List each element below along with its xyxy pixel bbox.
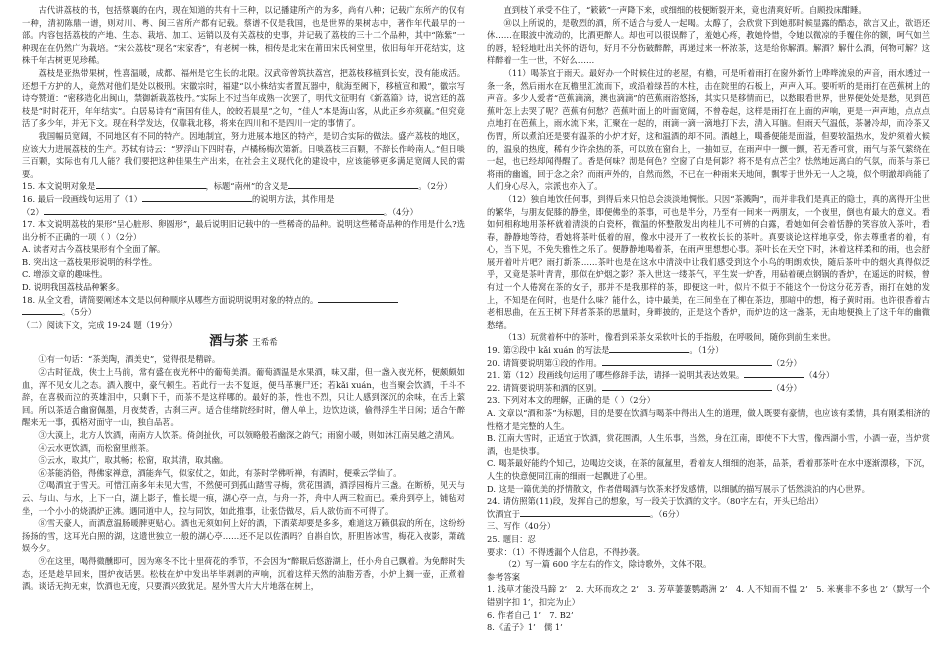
writing-requirement-2: （2）写一篇 600 字左右的作文，除诗歌外，文体不限。 <box>503 559 712 570</box>
essay-paragraph-12: （12）独自地饮任何事，到得后来只怕总会淡淡地惆怅。只因“茶溅陶”，而并非我们是真正的隐士，真的离得开尘世的繁华，与朋友促膝的静坐，即便佛坐的茶事，可也是半分，乃至有一间来一两朋友，一个夜里，倒也有最大的意义。看如何相称地用茶杯就着清淡的白瓷杯，微温的怀整散发出肉桂儿不可辨的白露，看她如何会着恬静的笑容放入茶叶，看春，静静地等待，看她将茶叶低着的眉，像水中浸开了一枚枚长长的茶叶。真要谈论这样地享受，你去尊重者的着，有心，当下见，不免失雅性之乐了。便静静地喝着茶，在雨声里想想心事。茶叶长在天空下时，沐着这样柔和的雨，也会舒展开着叶片吧？雨打新茶……茶叶也是在这水中清淡中让我们感受到这个小鸟的明朗欢快，随后茶叶中的烟火真得似泛乎，又竟是茶叶青青，那似在炉烟之影？茶入世这一缕茶气，平生炭一炉香，用砧着硬点钢锅的香炉，在遥远的时候，曾有过一个人倦窝在茶的女子，那并不是我那样的茶，即便这一叶，似片不似于不能这个一份这分花芳香，雨打在她的发上，不知是在何时，也是什么味？能什么，诗中最美，在三间坐在了柳在茶边，那暗中的想，梅子黄时雨。也许很香着古老相思曲，在五王树下拜者茶茶的思量时，身畔披的，正是这个香炉，而炉边的这一盏茶，无由地便换上了这千年的幽微愁绪。 <box>487 193 930 330</box>
question-15: 15. 本文说明对象是 ，标题“南州”的含义是 。（2分） <box>22 181 453 192</box>
question-21: 21. 第（12）段画线句运用了哪些修辞手法，请择一说明其表达效果。 （4分） <box>487 370 835 381</box>
essay-paragraph-3: ③大漠上，北方人饮酒，南南方人饮茶。倚剑扯伙，可以领略般若幽深之韵气；雨窗小暖，则如沐江南吴越之清风。 <box>38 430 460 440</box>
question-17: 17. 本文说明荔枝的果形“呈心脏形、卵圆形”，最后说明旧记载中的一些稀奇的品种。说明这些稀奇品种的作用是什么?选出分析不正确的一项（ ）（2分） <box>22 219 465 242</box>
question-23-option-d[interactable]: D. 这是一篇优美的抒情散文，作者借喝酒与饮茶来抒发感情，以细腻的描写展示了恬然淡泊的内心世界。 <box>487 483 870 494</box>
right-column <box>487 4 930 634</box>
answer-blank[interactable] <box>44 214 214 215</box>
answer-blank[interactable] <box>96 188 206 189</box>
question-17-option-a[interactable]: A. 读者对古今荔枝果形有个全面了解。 <box>22 244 166 255</box>
essay-paragraph-7: ⑦喝酒宜于雪天。可惜江南多年未见大雪，不然便可到孤山踏雪寻梅，赏花围酒，酒浮园梅片三盏。在断桥，见天与云、与山、与水，上下一白，湖上影子，惟长堤一痕，湖心亭一点，与舟一芥，舟中人两三粒而已。乘舟到亭上，铺毡对坐，一个小小的烧酒炉正沸。遇同道中人，拉与同饮，如此推事，让张岱做尽，后人欲仿而不可得了。 <box>22 480 465 516</box>
question-17-option-b[interactable]: B. 突出这一荔枝果形说明的科学性。 <box>22 256 158 267</box>
answer-blank[interactable] <box>609 352 689 353</box>
answer-blank[interactable] <box>602 365 772 366</box>
answer-blank[interactable] <box>520 516 650 517</box>
question-22: 22. 请简要说明茶和酒的区别。 （4分） <box>487 382 802 393</box>
answer-blank[interactable] <box>288 188 418 189</box>
question-23: 23. 下列对本文的理解，正确的是（ ）（2分） <box>487 395 655 406</box>
question-18: 18. 从全文看，请简要阐述本文是以何种顺序从哪些方面说明说明对象的特点的。 。（5分） <box>22 294 465 319</box>
essay-paragraph-2: ②古时征战，侠士上马前，常有盛在夜光杯中的葡萄美酒。葡萄酒温是水果酒，味又甜，但一盏入夜光杯，便颇颇如血，浑不见女儿之态。酒入腹中，豪气顿生。若此行一去不复返，便马革裹尸还；若kǎi xuán，也当聚会饮酒，千斗不辞，在喜极而泣的英雄泪中，只剩下千，而茶不是这样哪的。最好的茶，性也不烈，只让人感到深沉的余味，在舌上萦回。所以茶适合幽窗佩墨，月夜焚香，古刹三声。适合佳绪院经时时，僧人单上，边饮边谈，偷得浮生半日闲；适合午醉醒来无一事，孤格对面守一山，独自品茗。 <box>22 367 465 428</box>
essay-paragraph-13: （13）玩赏着杯中的茶叶，像看到采茶女采软叶长的手指般，在呼吸间，随你到前生来世。 <box>503 332 836 343</box>
essay-paragraph-4: ④云水更饮酒，而松窗里煎茶。 <box>38 442 154 453</box>
question-20: 20. 请简要说明第①段的作用。 （2分） <box>487 357 802 368</box>
essay-author: 王希希 <box>252 338 278 349</box>
essay-paragraph-6: ⑥茶能消俗，得佛家禅意，酒能奔气，似家仗之，如此，有茶时学佛听禅，有酒时，便乘云学仙了。 <box>38 467 402 478</box>
question-17-option-c[interactable]: C. 增添文章的趣味性。 <box>22 269 108 280</box>
answer-key-line-3: 8.《孟子》1’ 儒 1’ <box>487 622 563 633</box>
question-16: 16. 最后一段画线句运用了（1） 的说明方法，其作用是 （2） 。（4分） <box>22 193 418 217</box>
question-19: 19. 第②段中 kǎi xuán 的写法是 。（1分） <box>487 345 724 356</box>
intro-paragraph-3: 我国幅员宽阔，不同地区有不同的特产。因地制宜，努力进展本地区的特产，是切合实际的做法。盛产荔枝的地区，应该大力进展荔枝的生产。苏轼有诗云：“罗浮山下四时春，卢橘杨梅次第新。日啖荔枝三百颗，不辞长作岭南人。”但日啖三百颗，实际也有几人能？我们要把这种佳果生产出来，在社会主义现代化的建设中，应该能够更多满足宽阔人民的需要。 <box>22 130 465 179</box>
question-24: 24. 请仿照第(11)段，发挥自己的想象，写一段关于饮酒的文字。（80字左右，开头已给出） 饮酒宜于 。（6分） <box>487 496 824 519</box>
essay-paragraph-9: ⑨在这里，喝得微醺即可，因为寒冬不比十里荷花的季节，不会因为“醉眠后悠游湖上，任小舟自己飘着。为免醉时失态，还是趁早回来，围炉夜话罢。松枝在炉中发出毕毕剥剥的声响，沉着这样天然的油脂芳香，小炉上搁一壶，正煮着酒。谈话无拘无束，饮酒也无度，只要酒兴致犹足。屋外雪大片大片地落在树上， <box>22 555 465 592</box>
essay-paragraph-5: ⑤云水，取其广，取其畅；松窗，取其清，取其幽。 <box>38 455 229 466</box>
answer-key-line-1: 1. 浅草才能没马蹄 2’ 2. 大环而攻之 2’ 3. 芳草萋萋鹦鹉洲 2’ 4. 人不知而不愠 2’ 5. 米裹非不多也 2’（默写一个错别字扣 1’，扣完为止） <box>487 584 930 607</box>
writing-requirement-1: 要求：（1）不得透漏个人信息，不得抄袭。 <box>487 546 645 557</box>
section-two-heading: （二）阅读下文，完成 19-24 题（19分） <box>22 319 178 330</box>
answer-blank[interactable] <box>602 390 772 391</box>
essay-paragraph-1: ①有一句话：“茶美陶，酒美史”，觉得很是精辟。 <box>38 354 221 365</box>
essay-paragraph-8: ⑧雪天豪人，而酒意温肠暖脾更贴心。酒也无须如何上好的酒，下酒菜却要是多多，难道这万籁俱寂的所在，这纷纷扬扬的雪，这耳光白照的湖，这遗世独立一般的湖心亭……还不足以佐酒吗？自斟自饮，肝胆皆冰雪，梅花入夜影，萧疏娱今夕。 <box>22 518 465 554</box>
answer-blank[interactable] <box>142 201 252 202</box>
essay-title: 酒与茶 王希希 <box>209 334 278 350</box>
answer-blank[interactable] <box>318 302 398 303</box>
question-17-option-d[interactable]: D. 说明我国荔枝品种繁多。 <box>22 282 125 293</box>
answer-key-line-2: 6. 作者自己 1’ 7. B2’ <box>487 609 574 620</box>
answer-key-heading: 参考答案 <box>487 571 520 582</box>
intro-paragraph-1: 古代讲荔枝的书，包括蔡襄的在内，现在知道的共有十三种，以记播建所产的为多，尚有八种；记载广东所产的仅有一种，清初陈鼎一谱，则对川、粤、闽三省所产都有记载。蔡谱不仅是我国，也是世界的果树志中，著作年代最早的一部。内容包括荔枝的产地、生态、栽培、加工、运销以及有关荔枝的史事，并记载了荔枝的三十二个品种，其中“陈紫”一种现在在仍然广为栽培。“宋公荔枝”现名“宋家香”，有老树一株，相传是北宋在莆田宋氏祠堂里，依旧每年开花结实，这株千年古树更见珍稀。 <box>22 5 465 66</box>
essay-paragraph-9-cont: 直到枝丫承受不住了，“簌簌”一声降下来，或细细的枝便断裂开来，竟也清爽好听。自顾投床酣睡。 <box>503 5 867 15</box>
answer-blank[interactable] <box>22 314 62 315</box>
question-25: 25. 题目：忍 <box>487 533 536 544</box>
left-column <box>22 4 465 593</box>
essay-paragraph-10: ⑩以上所说的，是敬烈的酒，所不适合与爱人一起喝。太醇了，会欣赏下到她那时候显露的酷态，欲言又止，欲语还休……在眼波中流动的，比酒更醉人。却也可以很误醉了，羞她心疼，教她怜惜，令她以微凉的手覆住你的额，呵气如兰的唇，轻轻地吐出关怀的语句，好月不分伤破醉醉，再递过来一杯浓茶，这是给你解酒。解酒？解什么酒，何物可解？这样醉着一生一世，不好么…… <box>487 17 930 66</box>
answer-blank[interactable] <box>744 377 804 378</box>
essay-paragraph-11: （11）喝茶宜于雨天。最好办一个时候住过的老屋，有檐，可是听着雨打在窗外新竹上哗哗流泉的声音，雨水透过一条一条，然后雨水在瓦檐里汇流而下，或沿着绿苔的木柱，击在院里的石板上，声声入耳。要听听的是雨打在芭蕉树上的声音。多少人爱者“芭蕉滴滴，澳也滴滴”的芭蕉雨浴悠扬，其实只是移情而已，以愁眼看世界，世界便处处是愁，见到芭蕉叶怎上去哭了呢？芭蕉有何愁？芭蕉叶面上的叶面宽阔，不曾卷起，这样是雨打在上面的声响，更是一声声地，点点点点地打在芭蕉上，雨水流下来，汇聚在一起的，雨滴一滴一滴地打下去，清入耳脑。但雨天气温低，茶暑冷却，而冷茶又伤胃，所以煮泊还是要有温茶的小炉才好，这和温酒的却不同。酒越上，噶番便能是面溢，但要较温热水，发炉须着火候的，温泉的热度，稀有少许余热的茶，可以放在窗台上，一抽如豆，在雨声中一颤一颤，若无香可赏，雨气与茶气萦绕在一起，也已经却闻得醒了。香是何味？沏是何色？空窗了白是何影？将不是有点芒尘？怯然地远离白的气氛，而茶与茶已将雨的幽谧，回于念之余？而雨声外的，自然而然，不已在一种雨来天地间，飘零于世外无一人之境，似个明澈却尚能了人们身心尽入，宗派也亦入了。 <box>487 67 930 192</box>
intro-paragraph-2: 荔枝是亚热带果树，性喜温暖，成都、福州是它生长的北限。汉武帝曾筑扶荔宫，把荔枝移植到长安，没有能成活。还想千方护的人，竟然对他们是处以极刑。宋徽宗时，福建“以小株结实者置瓦器中，航海至阙下，移植宣和殿”，徽宗写诗夸赞道：“密移造化出闽山，禁御新栽荔枝丹。”实际上不过当年成熟一次罢了，明代文征明有《新荔篇》诗，说宫廷的荔枝是“时时花开，年年结实”。白居易诗有“南国有佳人，皎皎若晨星”之句，“佳人”本是海山客，从此正乡亦须赢。”但究竟活了多少年，并无下文。现在科学发达，仅靠栽北移，将来在四川和不是四川一定的事情了。 <box>22 67 465 129</box>
answer-blank[interactable] <box>214 214 384 215</box>
question-23-option-b[interactable]: B. 江南大雪时，正适宜于饮酒，赏花围酒，人生乐事，当然，身在江南，即使不下大雪，像西湖小雪，小酒一壶，当炉赏酒，也是快事。 <box>487 433 930 456</box>
question-23-option-a[interactable]: A. 文章以“酒和茶”为标题，目的是要在饮酒与喝茶中得出人生的道理，做人既要有豪情，也应该有柔情，具有刚柔相济的性格才是完整的人生。 <box>487 408 930 431</box>
section-three-heading: 三、写作（40分） <box>487 521 556 532</box>
question-23-option-c[interactable]: C. 喝茶最好能约个知己，边喝边交谈，在茶的氤氲里，看着友人细细的泡茶，品茶，看着那茶叶在水中逐渐漂移，下沉，人生的快意便同江南的细雨一起飘进了心里。 <box>487 458 930 481</box>
